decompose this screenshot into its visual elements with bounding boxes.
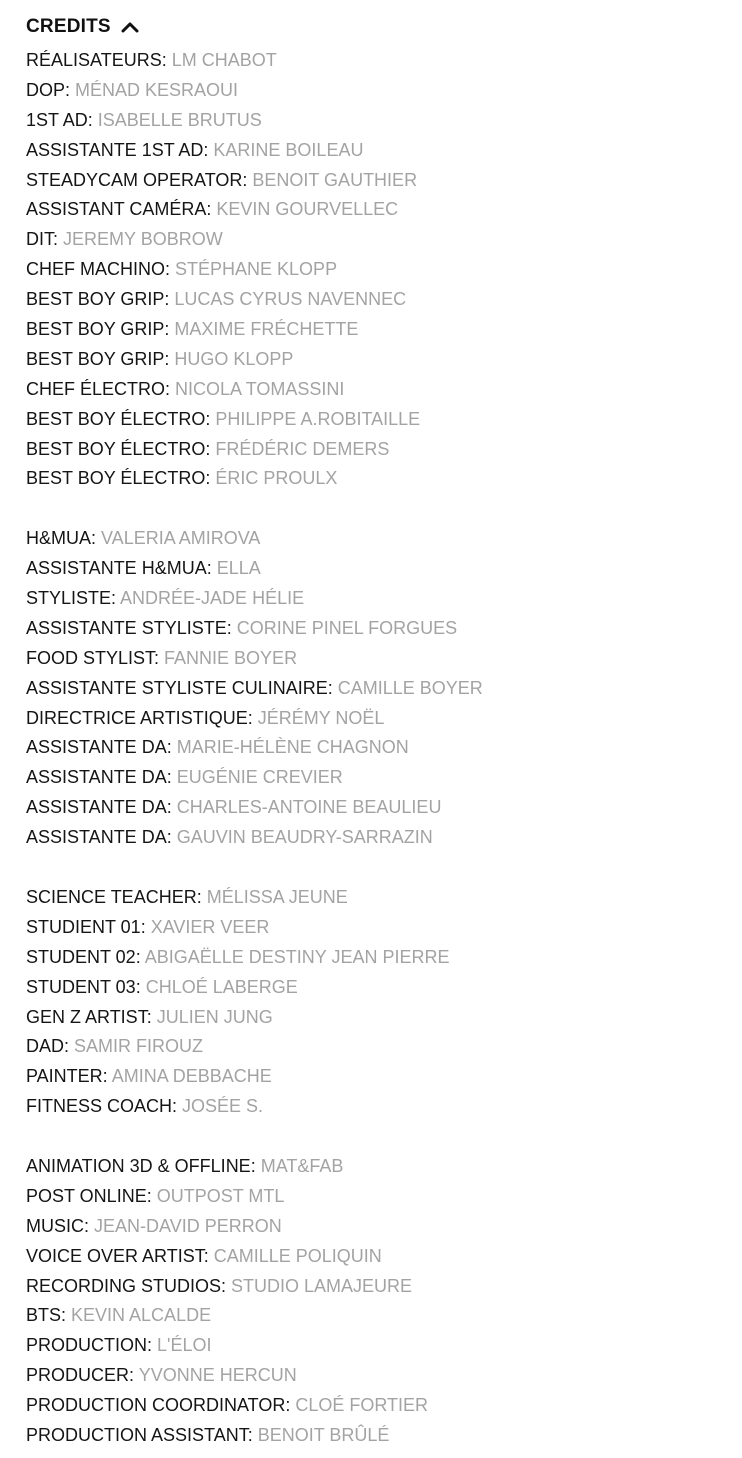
- credit-role: ASSISTANTE H&MUA:: [26, 558, 217, 579]
- credit-role: BEST BOY ÉLECTRO:: [26, 438, 216, 459]
- credit-name: KARINE BOILEAU: [213, 139, 364, 160]
- credit-role: 1ST AD:: [26, 109, 98, 130]
- credit-name: GAUVIN BEAUDRY-SARRAZIN: [176, 827, 433, 848]
- credit-row: [26, 1272, 742, 1302]
- credit-row: [26, 1003, 742, 1033]
- credit-row: [26, 1212, 742, 1242]
- credits-group: [26, 46, 742, 494]
- credit-row: [26, 315, 742, 345]
- credit-name: HUGO KLOPP: [174, 348, 294, 369]
- credit-name: KEVIN ALCALDE: [71, 1305, 212, 1326]
- credit-row: [26, 46, 742, 76]
- credit-name: MAT&FAB: [260, 1155, 344, 1176]
- credit-row: [26, 943, 742, 973]
- credit-name: JOSÉE S.: [182, 1096, 264, 1117]
- credit-row: [26, 973, 742, 1003]
- credit-row: [26, 823, 742, 853]
- credit-row: [26, 1361, 742, 1391]
- credit-name: CLOÉ FORTIER: [295, 1395, 429, 1416]
- credit-role: RECORDING STUDIOS:: [26, 1275, 232, 1296]
- credit-role: CHEF ÉLECTRO:: [26, 378, 176, 399]
- credit-role: GEN Z ARTIST:: [26, 1006, 157, 1027]
- credit-row: [26, 166, 742, 196]
- credit-role: POST ONLINE:: [26, 1185, 157, 1206]
- credit-row: [26, 524, 742, 554]
- credit-name: JEAN-DAVID PERRON: [94, 1215, 282, 1236]
- credit-name: ISABELLE BRUTUS: [97, 109, 262, 130]
- credit-row: [26, 913, 742, 943]
- credit-role: BEST BOY GRIP:: [26, 319, 175, 340]
- credit-row: [26, 763, 742, 793]
- credit-row: [26, 1032, 742, 1062]
- credit-name: OUTPOST MTL: [156, 1185, 285, 1206]
- credit-role: VOICE OVER ARTIST:: [26, 1245, 214, 1266]
- credit-role: PAINTER:: [26, 1066, 112, 1087]
- credit-role: ASSISTANTE STYLISTE CULINAIRE:: [26, 677, 338, 698]
- credit-name: L'ÉLOI: [157, 1335, 212, 1356]
- credit-role: PRODUCTION ASSISTANT:: [26, 1424, 258, 1445]
- credit-row: [26, 1301, 742, 1331]
- credit-role: BEST BOY GRIP:: [26, 289, 175, 310]
- credit-name: EUGÉNIE CREVIER: [176, 767, 343, 788]
- credit-role: STUDENT 03:: [26, 976, 146, 997]
- credit-row: [26, 584, 742, 614]
- credit-role: BEST BOY ÉLECTRO:: [26, 468, 216, 489]
- credit-role: DIRECTRICE ARTISTIQUE:: [26, 707, 258, 728]
- credit-role: DIT:: [26, 229, 64, 250]
- credit-role: STEADYCAM OPERATOR:: [26, 169, 253, 190]
- credit-name: BENOIT BRÛLÉ: [257, 1424, 390, 1445]
- credit-role: DOP:: [26, 79, 76, 100]
- credit-role: BEST BOY GRIP:: [26, 348, 175, 369]
- credit-name: FANNIE BOYER: [164, 647, 298, 668]
- credit-row: [26, 554, 742, 584]
- credit-name: CHLOÉ LABERGE: [145, 976, 298, 997]
- credit-role: CHEF MACHINO:: [26, 259, 176, 280]
- credit-role: ANIMATION 3D & OFFLINE:: [26, 1155, 261, 1176]
- credit-role: SCIENCE TEACHER:: [26, 886, 207, 907]
- credit-role: ASSISTANTE DA:: [26, 827, 177, 848]
- credit-row: [26, 285, 742, 315]
- credit-name: VALERIA AMIROVA: [101, 528, 261, 549]
- credit-row: [26, 1331, 742, 1361]
- credit-role: ASSISTANTE DA:: [26, 797, 177, 818]
- credit-name: JULIEN JUNG: [156, 1006, 273, 1027]
- credit-role: ASSISTANTE DA:: [26, 737, 177, 758]
- credit-role: PRODUCTION:: [26, 1335, 158, 1356]
- credit-name: XAVIER VEER: [150, 916, 270, 937]
- credit-name: JÉRÉMY NOËL: [257, 707, 385, 728]
- credit-row: [26, 225, 742, 255]
- credit-name: ANDRÉE-JADE HÉLIE: [120, 588, 305, 609]
- credit-row: [26, 136, 742, 166]
- credit-role: ASSISTANT CAMÉRA:: [26, 199, 217, 220]
- credit-row: [26, 733, 742, 763]
- credit-row: [26, 375, 742, 405]
- credit-role: FOOD STYLIST:: [26, 647, 165, 668]
- credit-name: SAMIR FIROUZ: [74, 1036, 204, 1057]
- credit-row: [26, 1182, 742, 1212]
- credit-row: [26, 793, 742, 823]
- credit-role: MUSIC:: [26, 1215, 95, 1236]
- credit-row: [26, 106, 742, 136]
- credits-group: [26, 1152, 742, 1451]
- credit-name: MAXIME FRÉCHETTE: [174, 319, 359, 340]
- credit-role: PRODUCTION COORDINATOR:: [26, 1395, 296, 1416]
- credit-row: [26, 1421, 742, 1451]
- credits-list: [26, 46, 742, 1451]
- credit-role: BEST BOY ÉLECTRO:: [26, 408, 216, 429]
- credit-row: [26, 76, 742, 106]
- credit-name: ABIGAËLLE DESTINY JEAN PIERRE: [144, 946, 450, 967]
- credit-role: H&MUA:: [26, 528, 102, 549]
- credit-row: [26, 255, 742, 285]
- credit-role: ASSISTANTE 1ST AD:: [26, 139, 214, 160]
- chevron-up-icon[interactable]: [121, 21, 139, 33]
- credit-row: [26, 674, 742, 704]
- credit-name: BENOIT GAUTHIER: [252, 169, 418, 190]
- credits-group: [26, 883, 742, 1122]
- credit-name: ÉRIC PROULX: [215, 468, 338, 489]
- credits-title: CREDITS: [26, 16, 111, 37]
- credit-row: [26, 614, 742, 644]
- credits-group: [26, 524, 742, 853]
- credit-name: ELLA: [216, 558, 261, 579]
- credit-name: KEVIN GOURVELLEC: [216, 199, 399, 220]
- credit-row: [26, 345, 742, 375]
- credit-row: [26, 1092, 742, 1122]
- credit-name: PHILIPPE A.ROBITAILLE: [215, 408, 421, 429]
- credit-role: RÉALISATEURS:: [26, 50, 172, 70]
- credit-role: STUDENT 02:: [26, 946, 145, 967]
- credit-role: STYLISTE:: [26, 588, 121, 609]
- credit-row: [26, 195, 742, 225]
- credit-name: STUDIO LAMAJEURE: [231, 1275, 413, 1296]
- credits-toggle[interactable]: [26, 14, 742, 40]
- credit-role: BTS:: [26, 1305, 72, 1326]
- credit-role: DAD:: [26, 1036, 75, 1057]
- credit-role: ASSISTANTE STYLISTE:: [26, 617, 237, 638]
- credit-row: [26, 435, 742, 465]
- credit-name: JEREMY BOBROW: [63, 229, 223, 250]
- credit-name: CAMILLE BOYER: [337, 677, 483, 698]
- credit-name: FRÉDÉRIC DEMERS: [215, 438, 390, 459]
- credit-row: [26, 644, 742, 674]
- credit-row: [26, 883, 742, 913]
- credit-name: CAMILLE POLIQUIN: [213, 1245, 382, 1266]
- credit-row: [26, 1152, 742, 1182]
- credit-name: CHARLES-ANTOINE BEAULIEU: [176, 797, 442, 818]
- credit-name: LM CHABOT: [171, 50, 277, 70]
- credit-role: STUDIENT 01:: [26, 916, 151, 937]
- credit-name: MARIE-HÉLÈNE CHAGNON: [176, 737, 409, 758]
- credit-name: CORINE PINEL FORGUES: [236, 617, 458, 638]
- credit-row: [26, 1062, 742, 1092]
- credit-name: MÉNAD KESRAOUI: [75, 79, 239, 100]
- credit-role: PRODUCER:: [26, 1365, 139, 1386]
- credit-name: LUCAS CYRUS NAVENNEC: [174, 289, 407, 310]
- credit-name: AMINA DEBBACHE: [111, 1066, 272, 1087]
- credit-role: FITNESS COACH:: [26, 1096, 183, 1117]
- credit-row: [26, 1391, 742, 1421]
- credit-row: [26, 464, 742, 494]
- credit-name: STÉPHANE KLOPP: [175, 259, 338, 280]
- credit-role: ASSISTANTE DA:: [26, 767, 177, 788]
- credit-name: YVONNE HERCUN: [138, 1365, 297, 1386]
- credit-row: [26, 1242, 742, 1272]
- credit-name: NICOLA TOMASSINI: [175, 378, 345, 399]
- credit-name: MÉLISSA JEUNE: [206, 886, 348, 907]
- credit-row: [26, 704, 742, 734]
- credit-row: [26, 405, 742, 435]
